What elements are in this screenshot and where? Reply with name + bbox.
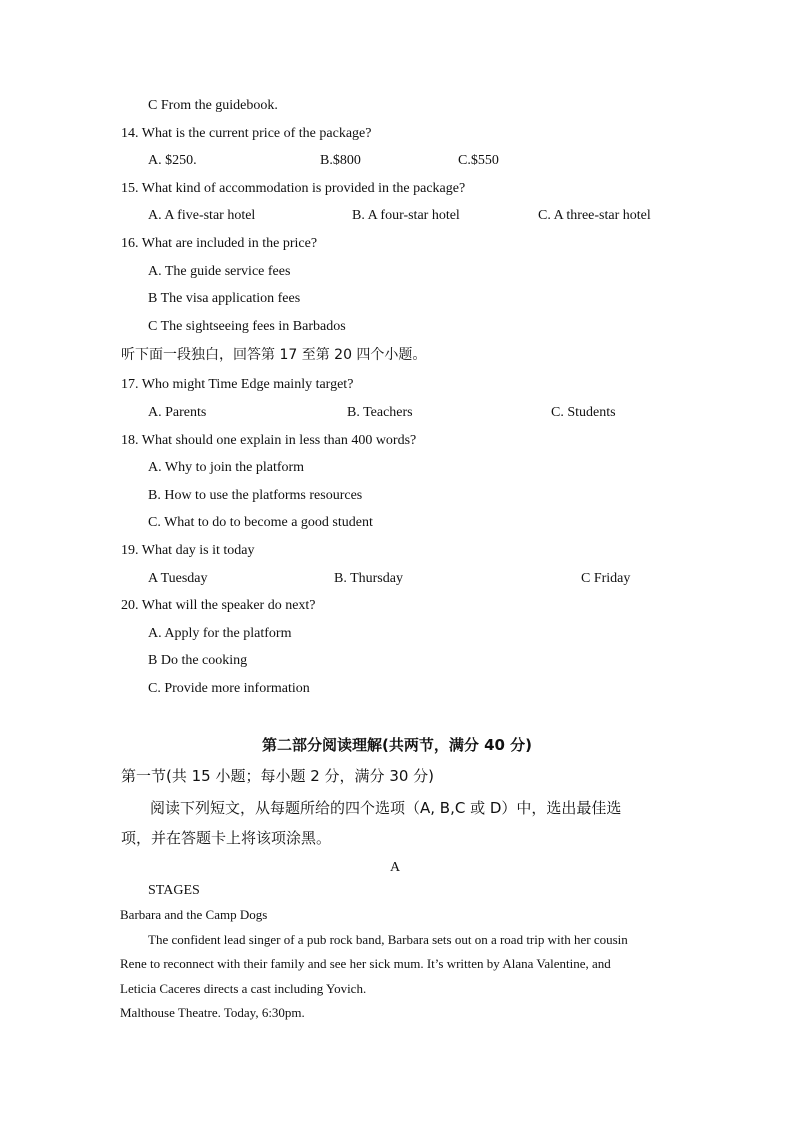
q15-option-c: C. A three-star hotel	[538, 208, 651, 223]
instruction-line-2: 项，并在答题卡上将该项涂黑。	[121, 829, 332, 847]
passage-line-1: The confident lead singer of a pub rock band, Barbara sets out on a road trip with her cousin	[148, 932, 628, 947]
passage-letter: A	[390, 860, 401, 875]
q14-option-b: B.$800	[320, 153, 361, 168]
question-18: 18. What should one explain in less than 400 words?	[121, 433, 417, 448]
q19-option-a: A Tuesday	[148, 571, 208, 586]
question-19: 19. What day is it today	[121, 543, 255, 558]
passage-venue: Malthouse Theatre. Today, 6:30pm.	[120, 1005, 305, 1020]
passage-header: STAGES	[148, 883, 200, 898]
q19-option-c: C Friday	[581, 571, 631, 586]
q13-option-c: C From the guidebook.	[148, 98, 278, 113]
section-one-title: 第一节(共 15 小题；每小题 2 分，满分 30 分)	[121, 767, 435, 785]
part-two-title: 第二部分阅读理解(共两节，满分 40 分)	[261, 736, 533, 754]
q20-option-b: B Do the cooking	[148, 653, 248, 668]
q20-option-c: C. Provide more information	[148, 681, 310, 696]
question-17: 17. Who might Time Edge mainly target?	[121, 377, 354, 392]
q16-option-a: A. The guide service fees	[148, 264, 291, 279]
q17-option-a: A. Parents	[148, 405, 207, 420]
passage-line-3: Leticia Caceres directs a cast including Yovich.	[120, 981, 367, 996]
q20-option-a: A. Apply for the platform	[148, 626, 292, 641]
instruction-line-1: 阅读下列短文，从每题所给的四个选项（A, B,C 或 D）中，选出最佳选	[150, 799, 622, 817]
question-14: 14. What is the current price of the package?	[121, 126, 372, 141]
question-20: 20. What will the speaker do next?	[121, 598, 316, 613]
question-16: 16. What are included in the price?	[121, 236, 318, 251]
q16-option-c: C The sightseeing fees in Barbados	[148, 319, 346, 334]
q18-option-c: C. What to do to become a good student	[148, 515, 373, 530]
q14-option-c: C.$550	[458, 153, 499, 168]
q19-option-b: B. Thursday	[334, 571, 403, 586]
q16-option-b: B The visa application fees	[148, 291, 301, 306]
q14-option-a: A. $250.	[148, 153, 197, 168]
question-15: 15. What kind of accommodation is provided in the package?	[121, 181, 466, 196]
q18-option-b: B. How to use the platforms resources	[148, 488, 363, 503]
q17-option-b: B. Teachers	[347, 405, 413, 420]
q17-option-c: C. Students	[551, 405, 616, 420]
monologue-instruction: 听下面一段独白，回答第 17 至第 20 四个小题。	[121, 347, 427, 363]
q15-option-a: A. A five-star hotel	[148, 208, 256, 223]
passage-title: Barbara and the Camp Dogs	[120, 907, 268, 922]
q15-option-b: B. A four-star hotel	[352, 208, 460, 223]
q18-option-a: A. Why to join the platform	[148, 460, 305, 475]
passage-line-2: Rene to reconnect with their family and see her sick mum. It’s written by Alana Valentine, and	[120, 956, 611, 971]
